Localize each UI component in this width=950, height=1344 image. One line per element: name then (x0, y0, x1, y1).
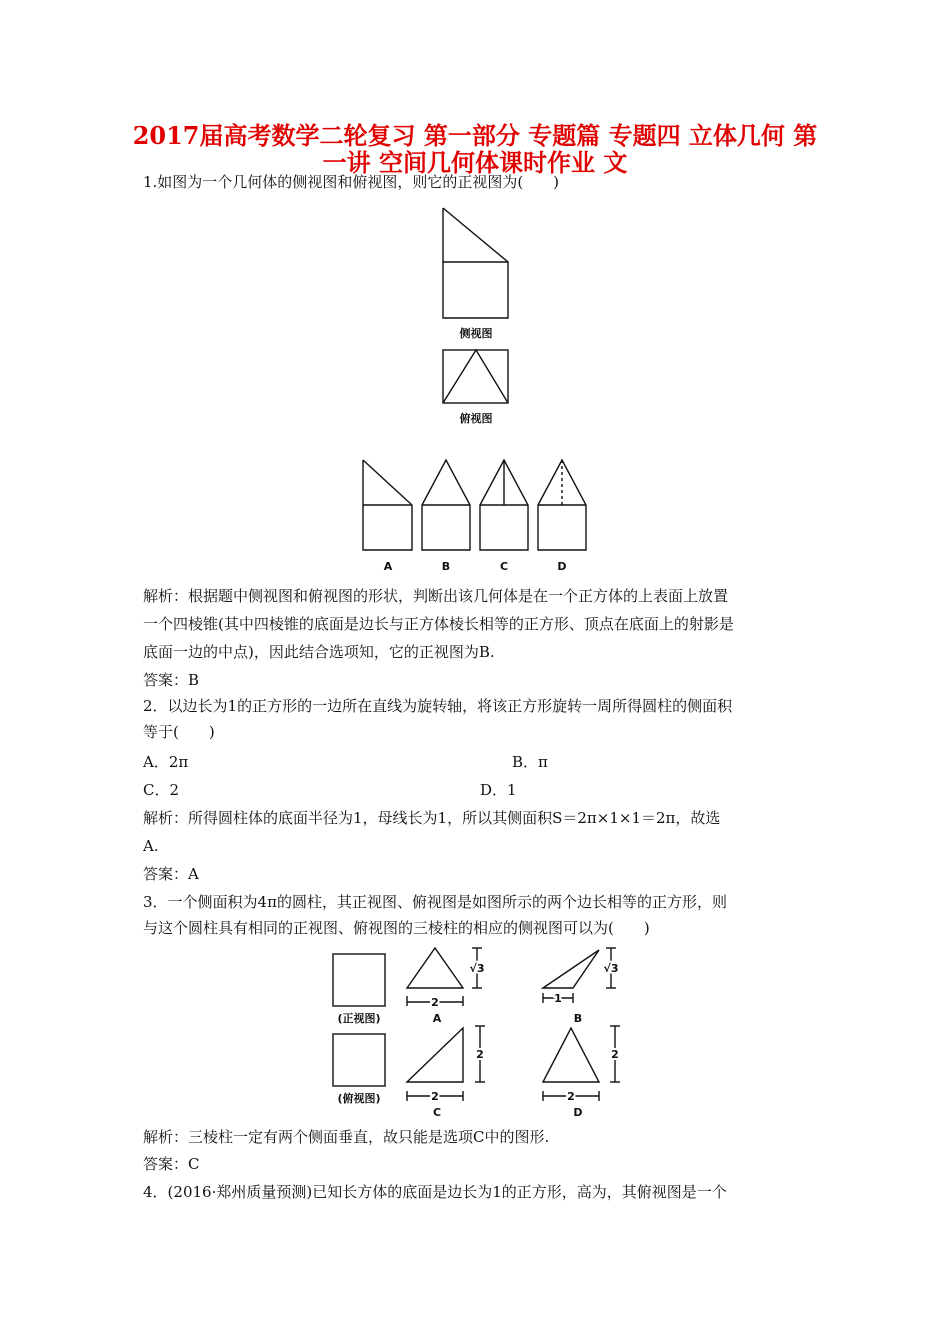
q1-options-figure (355, 452, 595, 577)
q3-figure (325, 940, 635, 1125)
top-view-square (333, 1034, 385, 1086)
option-c-drawing (407, 1026, 485, 1101)
q2-option-c: C．2 (143, 781, 180, 799)
top-view-drawing (443, 350, 508, 403)
q3-analysis: 解析：三棱柱一定有两个侧面垂直，故只能是选项C中的图形. (143, 1128, 550, 1146)
q2-stem-1: 2．以边长为1的正方形的一边所在直线为旋转轴，将该正方形旋转一周所得圆柱的侧面积 (143, 697, 733, 715)
q3-stem-1: 3．一个侧面积为4π的圆柱，其正视图、俯视图是如图所示的两个边长相等的正方形，则 (143, 893, 727, 911)
q2-option-a: A．2π (143, 753, 189, 771)
side-view-caption: 侧视图 (459, 327, 493, 340)
q1-stem: 1.如图为一个几何体的侧视图和俯视图，则它的正视图为( ) (143, 173, 560, 191)
q2-option-d: D．1 (480, 781, 517, 799)
option-d-drawing (538, 460, 586, 550)
option-a-label: A (383, 560, 393, 573)
option-d-height-label: 2 (611, 1048, 619, 1061)
q1-given-views-figure (430, 200, 520, 430)
q1-analysis-3: 底面一边的中点)，因此结合选项知，它的正视图为B. (143, 643, 495, 661)
q3-answer: 答案：C (143, 1155, 200, 1173)
front-view-square (333, 954, 385, 1006)
option-c-height-label: 2 (476, 1048, 484, 1061)
document-title (120, 122, 830, 176)
option-a-label: A (432, 1012, 442, 1025)
top-view-caption: 俯视图 (459, 412, 493, 425)
q4-stem: 4．(2016·郑州质量预测)已知长方体的底面是边长为1的正方形，高为，其俯视图是一个 (143, 1183, 727, 1201)
option-c-drawing (480, 460, 528, 550)
front-view-caption: (正视图) (337, 1012, 381, 1025)
title-line-2: 一讲 空间几何体课时作业 文 (322, 148, 628, 177)
option-d-width-label: 2 (567, 1090, 575, 1103)
option-c-label: C (432, 1106, 442, 1119)
q2-option-b: B．π (512, 753, 548, 771)
option-a-drawing (407, 948, 482, 1006)
option-a-height-label: √3 (469, 962, 485, 975)
q1-answer: 答案：B (143, 671, 200, 689)
option-c-label: C (499, 560, 509, 573)
option-c-width-label: 2 (431, 1090, 439, 1103)
option-b-height-label: √3 (603, 962, 619, 975)
option-a-drawing (363, 460, 412, 550)
option-b-width-label: 1 (554, 992, 562, 1005)
q1-analysis-1: 解析：根据题中侧视图和俯视图的形状，判断出该几何体是在一个正方体的上表面上放置 (143, 587, 729, 605)
q1-analysis-2: 一个四棱锥(其中四棱锥的底面是边长与正方体棱长相等的正方形、顶点在底面上的射影是 (143, 615, 734, 633)
option-d-label: D (557, 560, 567, 573)
title-line-1: 2017届高考数学二轮复习 第一部分 专题篇 专题四 立体几何 第 (132, 121, 818, 150)
q2-analysis-2: A. (143, 837, 159, 855)
top-view-caption: (俯视图) (337, 1092, 381, 1105)
option-a-width-label: 2 (431, 996, 439, 1009)
q2-analysis-1: 解析：所得圆柱体的底面半径为1，母线长为1，所以其侧面积S＝2π×1×1＝2π，故选 (143, 809, 721, 827)
option-d-label: D (573, 1106, 583, 1119)
option-b-label: B (573, 1012, 583, 1025)
q3-stem-2: 与这个圆柱具有相同的正视图、俯视图的三棱柱的相应的侧视图可以为( ) (143, 919, 650, 937)
option-b-label: B (441, 560, 451, 573)
option-b-drawing (422, 460, 470, 550)
q2-stem-2: 等于( ) (143, 723, 215, 741)
option-d-drawing (543, 1026, 620, 1101)
q2-answer: 答案：A (143, 865, 199, 883)
side-view-drawing (443, 208, 508, 318)
